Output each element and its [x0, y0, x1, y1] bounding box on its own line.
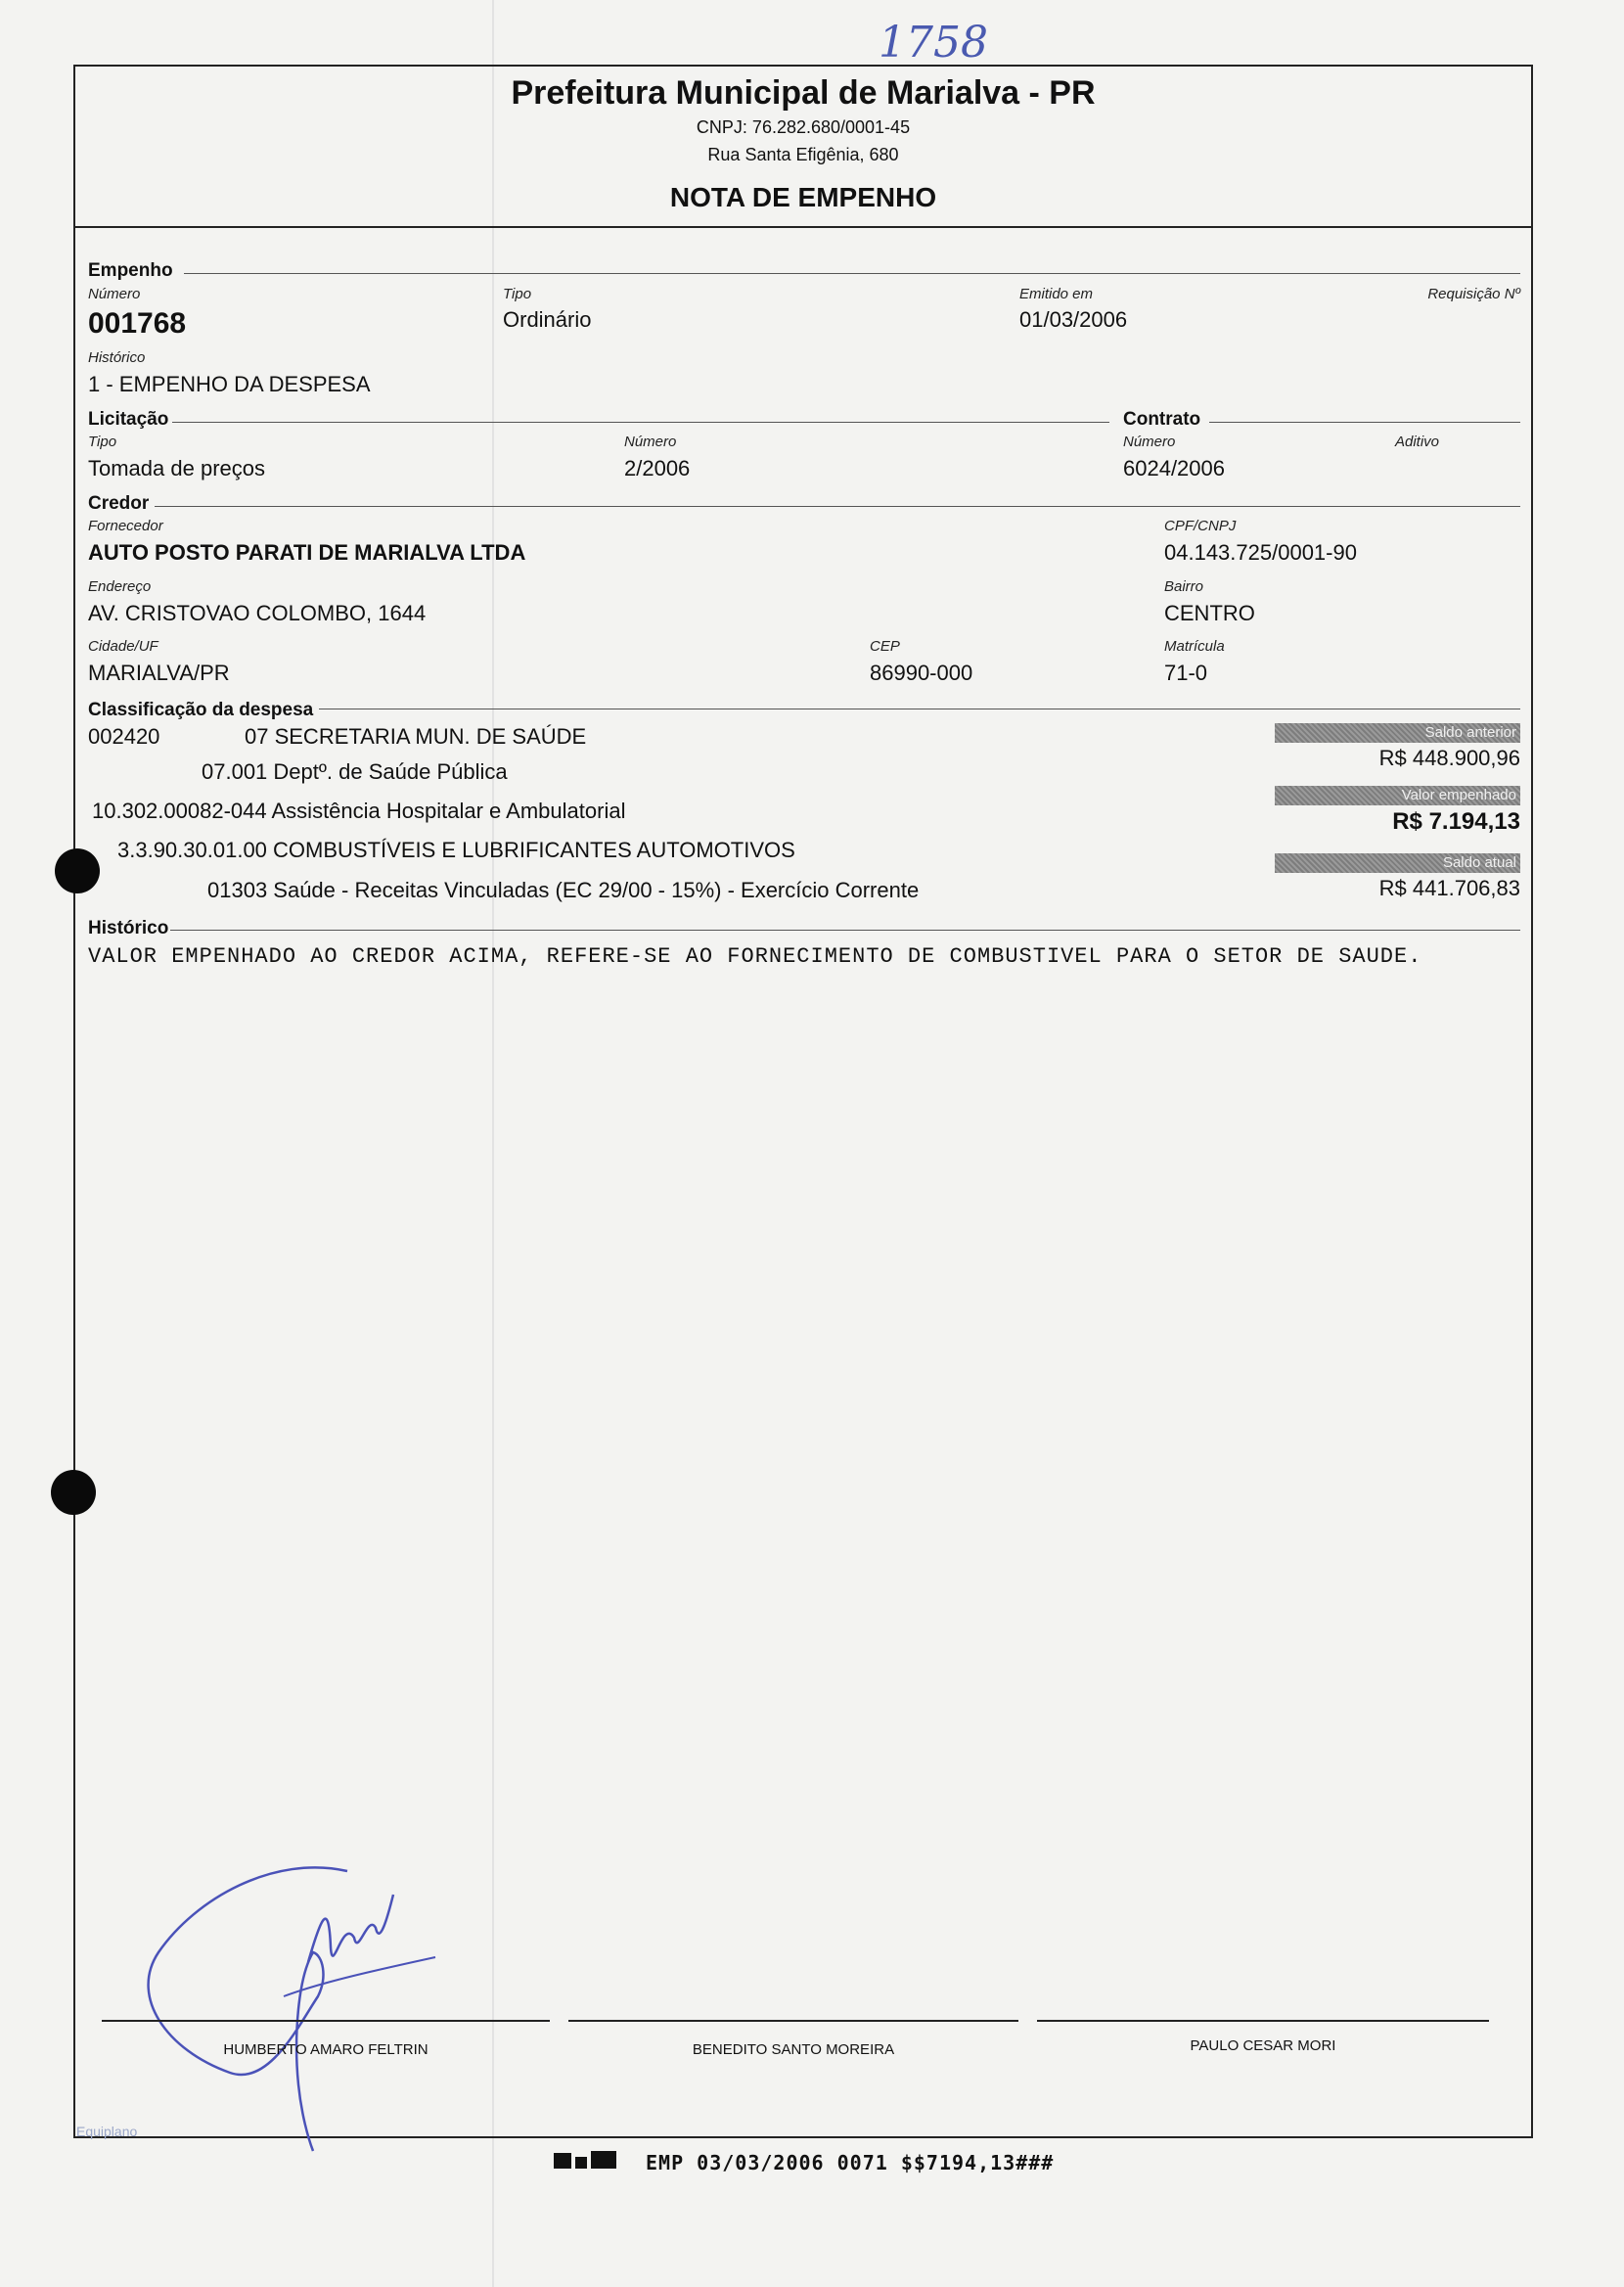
requisicao-label: Requisição Nº — [1427, 286, 1520, 302]
bairro-value: CENTRO — [1164, 601, 1255, 625]
section-empenho: Empenho — [88, 260, 173, 281]
punch-hole — [55, 848, 100, 893]
signature-line — [102, 2020, 550, 2022]
endereco-label: Endereço — [88, 578, 152, 595]
section-credor: Credor — [88, 493, 150, 514]
licitacao-numero-label: Número — [624, 434, 677, 450]
section-contrato: Contrato — [1123, 409, 1201, 430]
cidade-value: MARIALVA/PR — [88, 661, 230, 685]
licitacao-tipo-label: Tipo — [88, 434, 117, 450]
cpf-value: 04.143.725/0001-90 — [1164, 540, 1357, 565]
emitido-date: 01/03/2006 — [1019, 307, 1128, 332]
punch-hole — [51, 1470, 96, 1515]
cep-label: CEP — [870, 638, 900, 655]
classificacao-unidade: 07.001 Deptº. de Saúde Pública — [202, 759, 508, 784]
signature-scribble — [137, 1859, 470, 2153]
saldo-anterior-label: Saldo anterior — [1275, 723, 1520, 743]
historico-text: VALOR EMPENHADO AO CREDOR ACIMA, REFERE-SE AO FORNECIMENTO DE COMBUSTIVEL PARA O SETOR DE SAUDE. — [88, 944, 1422, 969]
bank-stamp-text: EMP 03/03/2006 0071 $$7194,13### — [646, 2151, 1055, 2174]
signature-line — [1037, 2020, 1489, 2022]
footer-brand: Equiplano — [76, 2124, 138, 2139]
cpf-label: CPF/CNPJ — [1164, 518, 1237, 534]
matricula-label: Matrícula — [1164, 638, 1225, 655]
handwritten-page-number: 1758 — [879, 18, 988, 68]
valor-empenhado-label: Valor empenhado — [1275, 786, 1520, 805]
signatory-name: HUMBERTO AMARO FELTRIN — [223, 2041, 429, 2058]
fornecedor-label: Fornecedor — [88, 518, 163, 534]
contrato-numero-label: Número — [1123, 434, 1176, 450]
cep-value: 86990-000 — [870, 661, 973, 685]
bank-stamp-logo — [554, 2149, 618, 2171]
classificacao-fonte: 01303 Saúde - Receitas Vinculadas (EC 29/00 - 15%) - Exercício Corrente — [207, 878, 920, 902]
classificacao-orgao: 07 SECRETARIA MUN. DE SAÚDE — [245, 724, 587, 749]
empenho-tipo-label: Tipo — [503, 286, 532, 302]
saldo-atual-value: R$ 441.706,83 — [1378, 876, 1520, 900]
section-historico: Histórico — [88, 918, 169, 938]
empenho-numero: 001768 — [88, 307, 187, 340]
bairro-label: Bairro — [1164, 578, 1204, 595]
endereco-value: AV. CRISTOVAO COLOMBO, 1644 — [88, 601, 427, 625]
contrato-numero: 6024/2006 — [1123, 456, 1225, 480]
section-rule — [184, 273, 1520, 274]
cidade-label: Cidade/UF — [88, 638, 158, 655]
emitido-label: Emitido em — [1019, 286, 1094, 302]
classificacao-codigo: 002420 — [88, 724, 160, 749]
header-separator — [73, 226, 1533, 228]
classificacao-funcional: 10.302.00082-044 Assistência Hospitalar e Ambulatorial — [92, 799, 626, 823]
section-licitacao: Licitação — [88, 409, 169, 430]
saldo-atual-label: Saldo atual — [1275, 853, 1520, 873]
section-rule — [1209, 422, 1520, 423]
section-rule — [170, 930, 1520, 931]
section-classificacao: Classificação da despesa — [88, 700, 314, 720]
matricula-value: 71-0 — [1164, 661, 1208, 685]
aditivo-label: Aditivo — [1395, 434, 1440, 450]
empenho-tipo: Ordinário — [503, 307, 592, 332]
valor-empenhado-value: R$ 7.194,13 — [1392, 808, 1520, 835]
empenho-numero-label: Número — [88, 286, 141, 302]
licitacao-numero: 2/2006 — [624, 456, 691, 480]
section-rule — [172, 422, 1109, 423]
fornecedor-name: AUTO POSTO PARATI DE MARIALVA LTDA — [88, 540, 526, 565]
historico-label: Histórico — [88, 349, 146, 366]
municipality-title: Prefeitura Municipal de Marialva - PR — [511, 74, 1096, 112]
signature-line — [568, 2020, 1018, 2022]
signatory-name: BENEDITO SANTO MOREIRA — [692, 2041, 895, 2058]
signatory-name: PAULO CESAR MORI — [1190, 2037, 1336, 2054]
empenho-historico: 1 - EMPENHO DA DESPESA — [88, 372, 371, 396]
address-text: Rua Santa Efigênia, 680 — [707, 145, 899, 164]
saldo-anterior-value: R$ 448.900,96 — [1378, 746, 1520, 770]
section-rule — [155, 506, 1520, 507]
cnpj-text: CNPJ: 76.282.680/0001-45 — [696, 117, 911, 137]
licitacao-tipo: Tomada de preços — [88, 456, 265, 480]
classificacao-elemento: 3.3.90.30.01.00 COMBUSTÍVEIS E LUBRIFICANTES AUTOMOTIVOS — [117, 838, 795, 862]
document-title: NOTA DE EMPENHO — [669, 182, 937, 212]
